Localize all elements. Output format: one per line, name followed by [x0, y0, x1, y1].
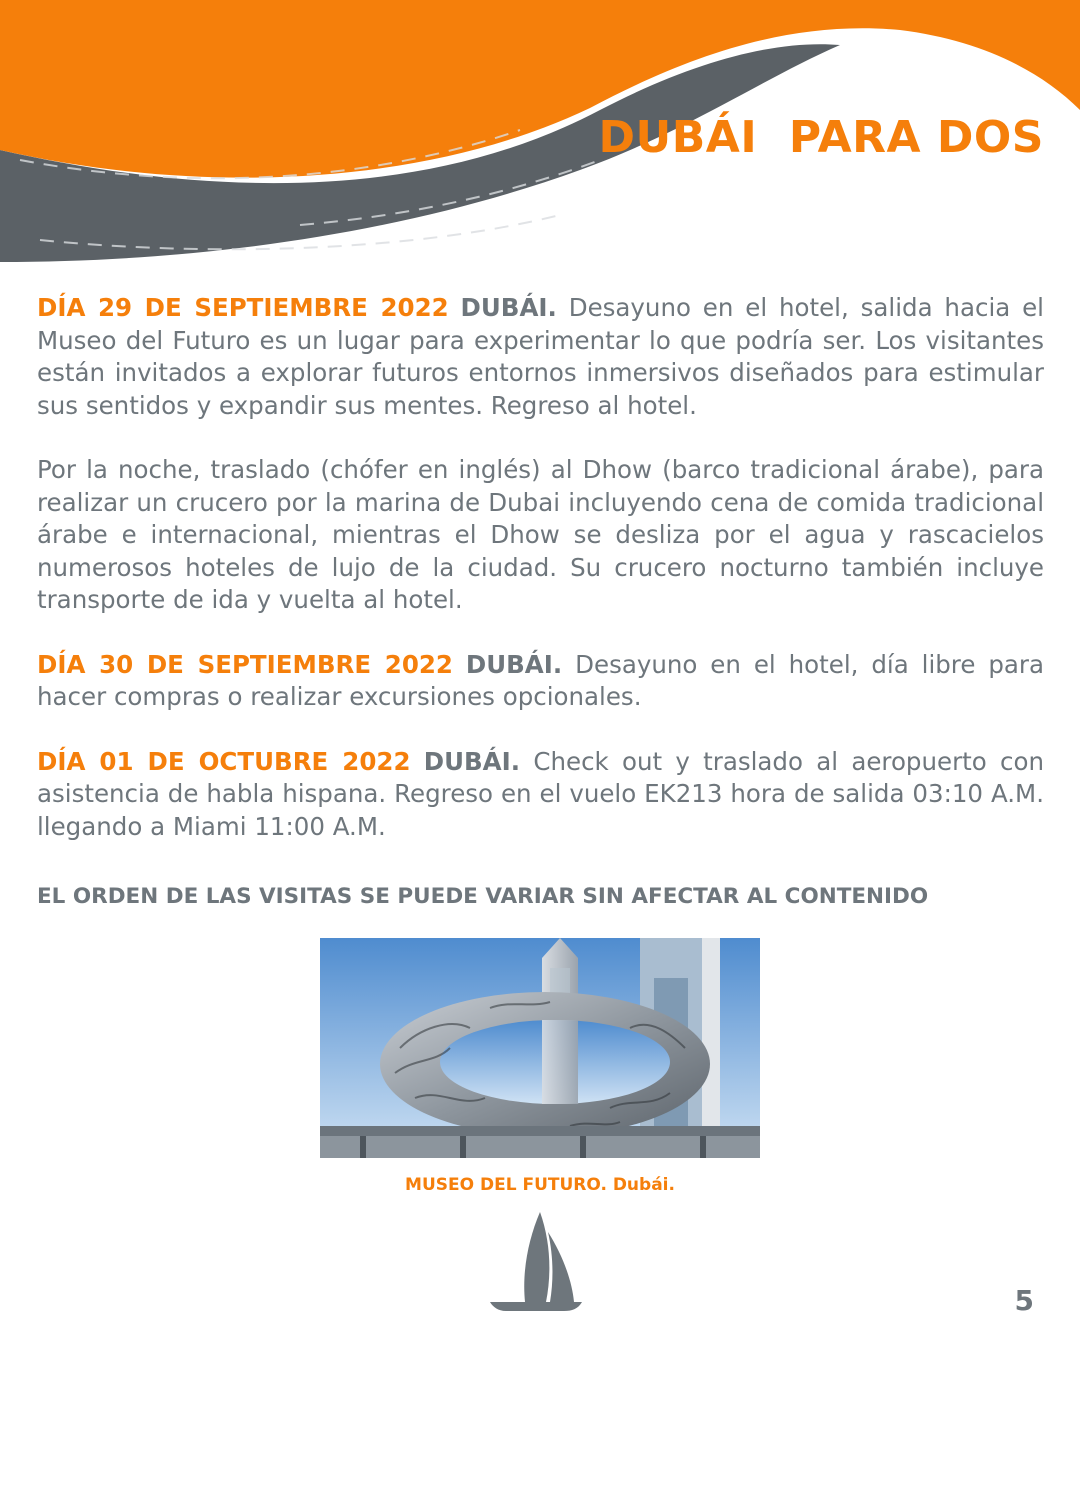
city-label: DUBÁI.: [460, 293, 557, 322]
itinerary: [37, 292, 1044, 843]
photo-caption: MUSEO DEL FUTURO. Dubái.: [405, 1175, 675, 1195]
day-heading: DÍA 29 DE SEPTIEMBRE 2022: [37, 293, 449, 322]
museum-photo: [320, 938, 760, 1158]
city-label: DUBÁI.: [423, 746, 521, 776]
day-description: Desayuno en el hotel, salida hacia el Museo del Futuro es un lugar para experimentar lo que podría ser. Los visitantes están invitados a explorar futuros entornos inmersivos diseñados para estimular sus sentidos y expandir sus mentes. Regreso al hotel.: [37, 293, 1044, 420]
day-heading: DÍA 30 DE SEPTIEMBRE 2022: [37, 649, 453, 679]
order-notice: EL ORDEN DE LAS VISITAS SE PUEDE VARIAR SIN AFECTAR AL CONTENIDO: [37, 884, 929, 909]
day-description: Check out y traslado al aeropuerto con asistencia de habla hispana. Regreso en el vuelo EK213 hora de salida 03:10 A.M. llegando a Miami 11:00 A.M.: [37, 746, 1045, 841]
day-description: Desayuno en el hotel, día libre para hacer compras o realizar excursiones opcionales.: [37, 649, 1044, 711]
day-heading: DÍA 01 DE OCTUBRE 2022: [37, 746, 411, 776]
itinerary-day-01: [37, 746, 1044, 844]
itinerary-night-cruise: [37, 454, 1044, 617]
sailboat-icon: [488, 1210, 584, 1312]
cruise-description: Por la noche, traslado (chófer en inglés) al Dhow (barco tradicional árabe), para realizar un crucero por la marina de Dubai incluyendo cena de comida tradicional árabe e internacional, mientras el Dhow se desliza por el agua y rascacielos numerosos hoteles de lujo de la ciudad. Su crucero nocturno también incluye transporte de ida y vuelta al hotel.: [37, 455, 1044, 614]
itinerary-day-30: [37, 649, 1044, 714]
page-number: 5: [1014, 1284, 1034, 1317]
itinerary-day-29: [37, 292, 1044, 422]
page-title: DUBÁI PARA DOS: [598, 112, 1044, 163]
city-label: DUBÁI.: [465, 649, 563, 679]
